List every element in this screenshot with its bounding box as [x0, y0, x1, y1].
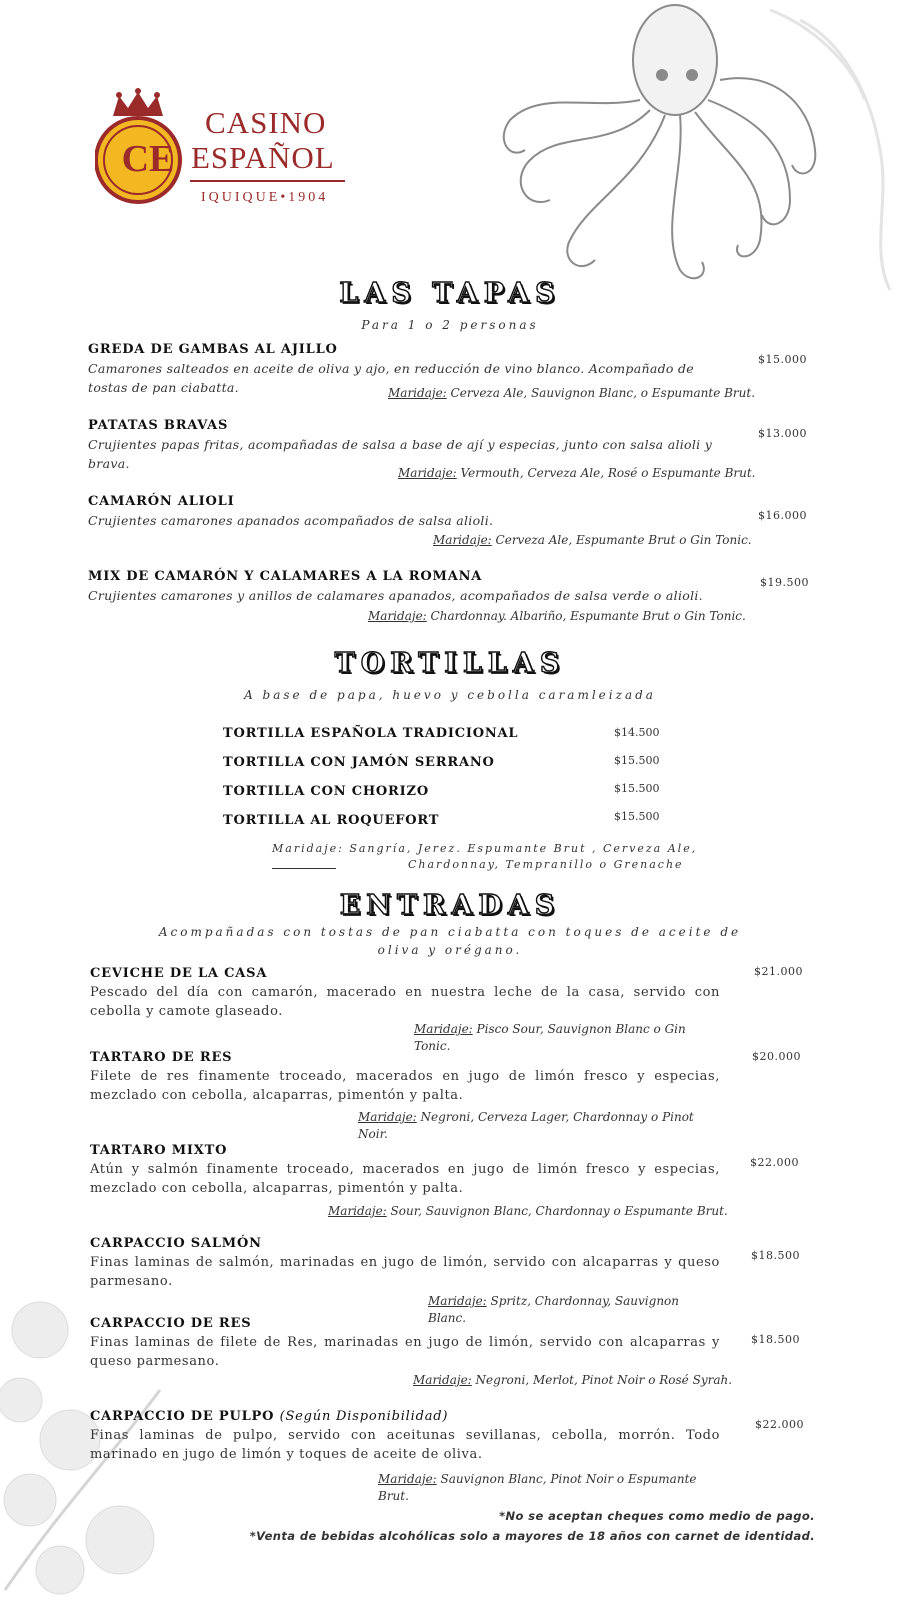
menu-item-pairing — [414, 1021, 694, 1055]
pairing-label: Maridaje: — [388, 386, 447, 400]
menu-item-name: TARTARO MIXTO — [90, 1143, 228, 1158]
logo-tagline: IQUIQUE•1904 — [201, 190, 329, 205]
menu-item-description: Atún y salmón finamente troceado, macerados en jugo de limón fresco y especias, mezclado con cebolla, alcaparras, pimentón y palta. — [90, 1162, 720, 1196]
menu-item-pairing — [388, 385, 755, 402]
menu-item-name — [90, 1409, 448, 1424]
crown-icon — [113, 88, 163, 116]
section-subtitle-tortillas: A base de papa, huevo y cebolla caramleizada — [244, 688, 656, 702]
tortilla-item-name: TORTILLA AL ROQUEFORT — [223, 813, 440, 828]
menu-item-description: Finas laminas de salmón, marinadas en jugo de limón, servido con alcaparras y queso parmesano. — [90, 1255, 720, 1289]
tortilla-item-price: $15.500 — [614, 782, 660, 795]
pairing-text: Cerveza Ale, Espumante Brut o Gin Tonic. — [491, 533, 752, 547]
section-title-tapas: LAS TAPAS — [339, 278, 561, 309]
menu-item-description: Finas laminas de pulpo, servido con aceitunas sevillanas, cebolla, morrón. Todo marinado en jugo de limón y toques de aceite de oliva. — [90, 1428, 720, 1462]
menu-item-name: CARPACCIO SALMÓN — [90, 1236, 262, 1251]
pairing-text: Spritz, Chardonnay, Sauvignon Blanc. — [428, 1294, 679, 1325]
tortilla-item-price: $14.500 — [614, 726, 660, 739]
section-subtitle-entradas-1: Acompañadas con tostas de pan ciabatta con toques de aceite de — [158, 925, 742, 939]
pairing-text: Vermouth, Cerveza Ale, Rosé o Espumante Brut. — [456, 466, 756, 480]
section-title-tortillas: TORTILLAS — [334, 648, 566, 679]
pairing-label: Maridaje: — [368, 609, 427, 623]
menu-item-description: Filete de res finamente troceado, macerados en jugo de limón fresco y especias, mezclado con cebolla, alcaparras, pimentón y palta. — [90, 1069, 720, 1103]
tortilla-item-price: $15.500 — [614, 810, 660, 823]
menu-item-pairing — [328, 1203, 728, 1220]
pairing-label: Maridaje: — [358, 1110, 417, 1124]
menu-item-pairing — [368, 608, 746, 625]
menu-item-name-note: (Según Disponibilidad) — [279, 1409, 449, 1424]
menu-item-price: $15.000 — [758, 353, 807, 366]
menu-item-price: $16.000 — [758, 509, 807, 522]
tortilla-item-price: $15.500 — [614, 754, 660, 767]
pairing-text: Sauvignon Blanc, Pinot Noir o Espumante Brut. — [378, 1472, 697, 1503]
section-subtitle-tapas: Para 1 o 2 personas — [361, 318, 539, 332]
section-subtitle-entradas-2: oliva y orégano. — [377, 943, 523, 957]
menu-item-name: CEVICHE DE LA CASA — [90, 966, 268, 981]
pairing-text: Cerveza Ale, Sauvignon Blanc, o Espumante Brut. — [446, 386, 756, 400]
section-title-entradas: ENTRADAS — [339, 890, 561, 921]
menu-item-price: $19.500 — [760, 576, 809, 589]
pairing-underline — [272, 868, 336, 869]
logo-divider — [190, 180, 345, 182]
menu-item-pairing — [358, 1109, 698, 1143]
menu-item-description: Camarones salteados en aceite de oliva y ajo, en reducción de vino blanco. Acompañado de tostas de pan ciabatta. — [88, 361, 694, 395]
pairing-label: Maridaje: — [433, 533, 492, 547]
footnote-alcohol: *Venta de bebidas alcohólicas solo a mayores de 18 años con carnet de identidad. — [249, 1529, 815, 1543]
pairing-text: Negroni, Cerveza Lager, Chardonnay o Pinot Noir. — [358, 1110, 694, 1141]
menu-item-name: MIX DE CAMARÓN Y CALAMARES A LA ROMANA — [88, 569, 483, 584]
pairing-label: Maridaje: — [428, 1294, 487, 1308]
tortillas-pairing-line2: Chardonnay, Tempranillo o Grenache — [408, 858, 684, 871]
tortilla-item-name: TORTILLA ESPAÑOLA TRADICIONAL — [223, 726, 519, 741]
menu-item-price: $22.000 — [755, 1418, 804, 1431]
footnote-cheques: *No se aceptan cheques como medio de pago. — [499, 1509, 815, 1523]
tortillas-pairing-line1: Maridaje: Sangría, Jerez. Espumante Brut , Cerveza Ale, — [272, 842, 698, 855]
menu-item-description: Crujientes camarones y anillos de calamares apanados, acompañados de salsa verde o alioli. — [88, 588, 703, 603]
menu-item-price: $18.500 — [751, 1249, 800, 1262]
pairing-text: Chardonnay. Albariño, Espumante Brut o Gin Tonic. — [426, 609, 746, 623]
octopus-illustration — [470, 0, 900, 300]
menu-item-price: $20.000 — [752, 1050, 801, 1063]
menu-item-pairing — [433, 532, 752, 549]
menu-item-name: GREDA DE GAMBAS AL AJILLO — [88, 342, 338, 357]
menu-item-description: Finas laminas de filete de Res, marinadas en jugo de limón, servido con alcaparras y queso parmesano. — [90, 1335, 720, 1369]
pairing-text: Negroni, Merlot, Pinot Noir o Rosé Syrah. — [471, 1373, 733, 1387]
menu-item-price: $22.000 — [750, 1156, 799, 1169]
menu-item-name: CAMARÓN ALIOLI — [88, 494, 235, 509]
menu-item-description: Pescado del día con camarón, macerado en nuestra leche de la casa, servido con cebolla y camote glaseado. — [90, 985, 720, 1019]
menu-item-name: TARTARO DE RES — [90, 1050, 233, 1065]
menu-item-pairing — [428, 1293, 698, 1327]
pairing-label: Maridaje: — [328, 1204, 387, 1218]
pairing-label: Maridaje: — [398, 466, 457, 480]
menu-item-pairing — [398, 465, 756, 482]
menu-item-pairing — [378, 1471, 698, 1505]
menu-item-name-text: CARPACCIO DE PULPO — [90, 1409, 275, 1424]
menu-item-name: CARPACCIO DE RES — [90, 1316, 252, 1331]
tortilla-item-name: TORTILLA CON JAMÓN SERRANO — [223, 755, 495, 770]
menu-item-description: Crujientes papas fritas, acompañadas de salsa a base de ají y especias, junto con salsa alioli y brava. — [88, 437, 713, 471]
logo-espanol: ESPAÑOL — [191, 140, 335, 175]
pairing-text: Pisco Sour, Sauvignon Blanc o Gin Tonic. — [414, 1022, 686, 1053]
menu-item-pairing — [413, 1372, 732, 1389]
menu-item-name: PATATAS BRAVAS — [88, 418, 229, 433]
menu-item-price: $18.500 — [751, 1333, 800, 1346]
logo-casino: CASINO — [205, 105, 327, 140]
pairing-label: Maridaje: — [413, 1373, 472, 1387]
pairing-label: Maridaje: — [378, 1472, 437, 1486]
logo-initials: CE — [121, 138, 175, 180]
menu-item-price: $21.000 — [754, 965, 803, 978]
menu-item-price: $13.000 — [758, 427, 807, 440]
pairing-text: Sour, Sauvignon Blanc, Chardonnay o Espumante Brut. — [386, 1204, 728, 1218]
pairing-label: Maridaje: — [414, 1022, 473, 1036]
tortilla-item-name: TORTILLA CON CHORIZO — [223, 784, 429, 799]
menu-item-description: Crujientes camarones apanados acompañados de salsa alioli. — [88, 513, 494, 528]
